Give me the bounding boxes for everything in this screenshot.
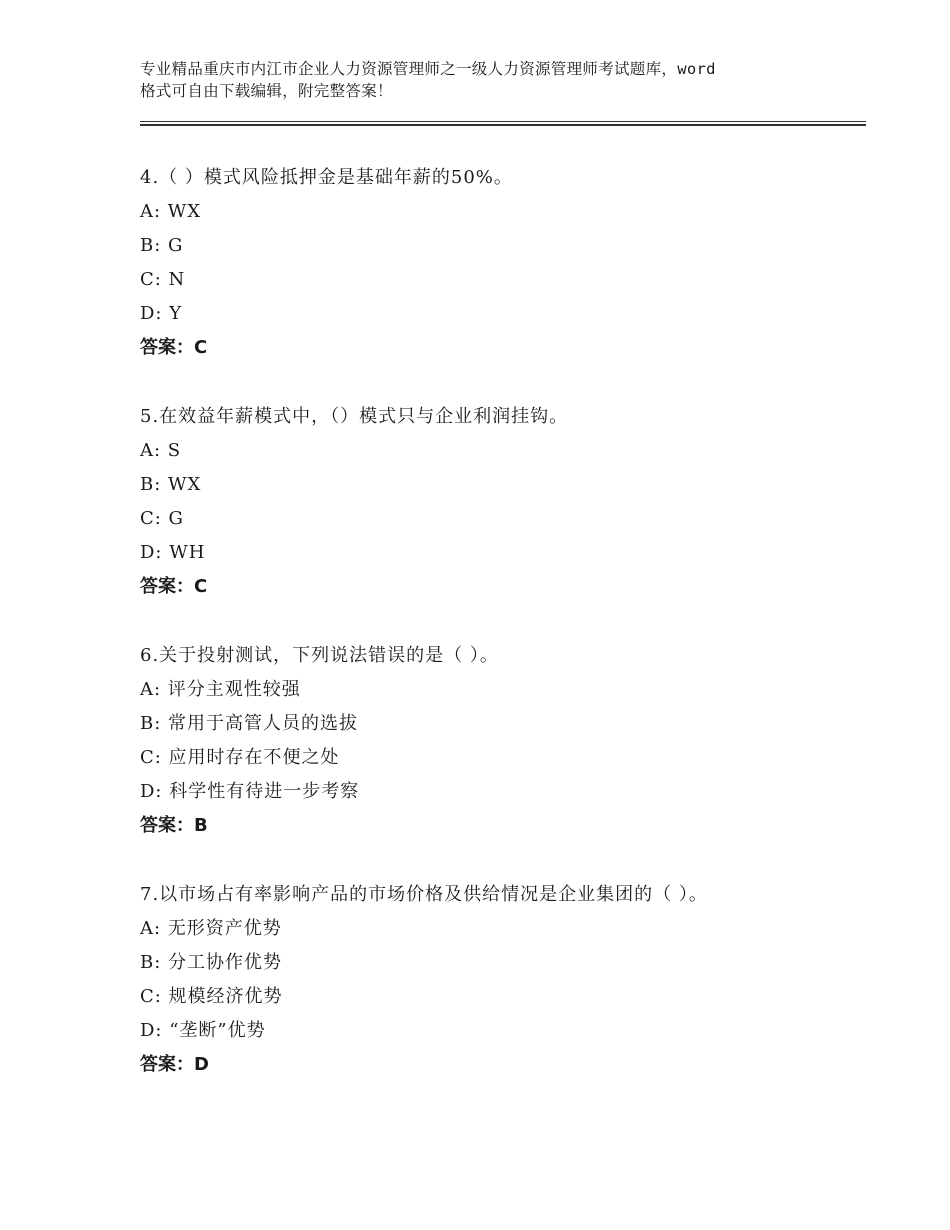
header-line-1: 专业精品重庆市内江市企业人力资源管理师之一级人力资源管理师考试题库，word xyxy=(140,60,716,78)
question-5 xyxy=(140,400,860,604)
answer: 答案：C xyxy=(140,576,208,597)
question-stem: 6.关于投射测试，下列说法错误的是（ ）。 xyxy=(140,645,499,666)
option-b: B: G xyxy=(140,235,184,256)
option-c: C: G xyxy=(140,508,184,529)
option-a: A: WX xyxy=(140,201,202,222)
question-6 xyxy=(140,639,860,843)
option-d: D: Y xyxy=(140,303,183,324)
answer: 答案：B xyxy=(140,815,208,836)
answer: 答案：D xyxy=(140,1054,209,1075)
option-a: A: 无形资产优势 xyxy=(140,918,282,939)
question-stem: 7.以市场占有率影响产品的市场价格及供给情况是企业集团的（ ）。 xyxy=(140,884,708,905)
option-a: A: 评分主观性较强 xyxy=(140,679,301,700)
header-line-2: 格式可自由下载编辑，附完整答案！ xyxy=(140,82,393,100)
option-b: B: WX xyxy=(140,474,202,495)
option-a: A: S xyxy=(140,440,182,461)
option-b: B: 常用于高管人员的选拔 xyxy=(140,713,359,734)
question-7 xyxy=(140,878,860,1082)
document-header xyxy=(140,58,830,102)
question-stem: 4.（ ）模式风险抵押金是基础年薪的50%。 xyxy=(140,167,513,188)
header-divider-thin xyxy=(140,121,866,122)
option-c: C: N xyxy=(140,269,186,290)
question-stem: 5.在效益年薪模式中，（）模式只与企业利润挂钩。 xyxy=(140,406,569,427)
option-b: B: 分工协作优势 xyxy=(140,952,283,973)
option-d: D: WH xyxy=(140,542,206,563)
option-d: D: “垄断”优势 xyxy=(140,1020,266,1041)
answer: 答案：C xyxy=(140,337,208,358)
option-d: D: 科学性有待进一步考察 xyxy=(140,781,360,802)
question-4 xyxy=(140,161,860,365)
option-c: C: 应用时存在不便之处 xyxy=(140,747,340,768)
header-divider-thick xyxy=(140,124,866,126)
option-c: C: 规模经济优势 xyxy=(140,986,283,1007)
